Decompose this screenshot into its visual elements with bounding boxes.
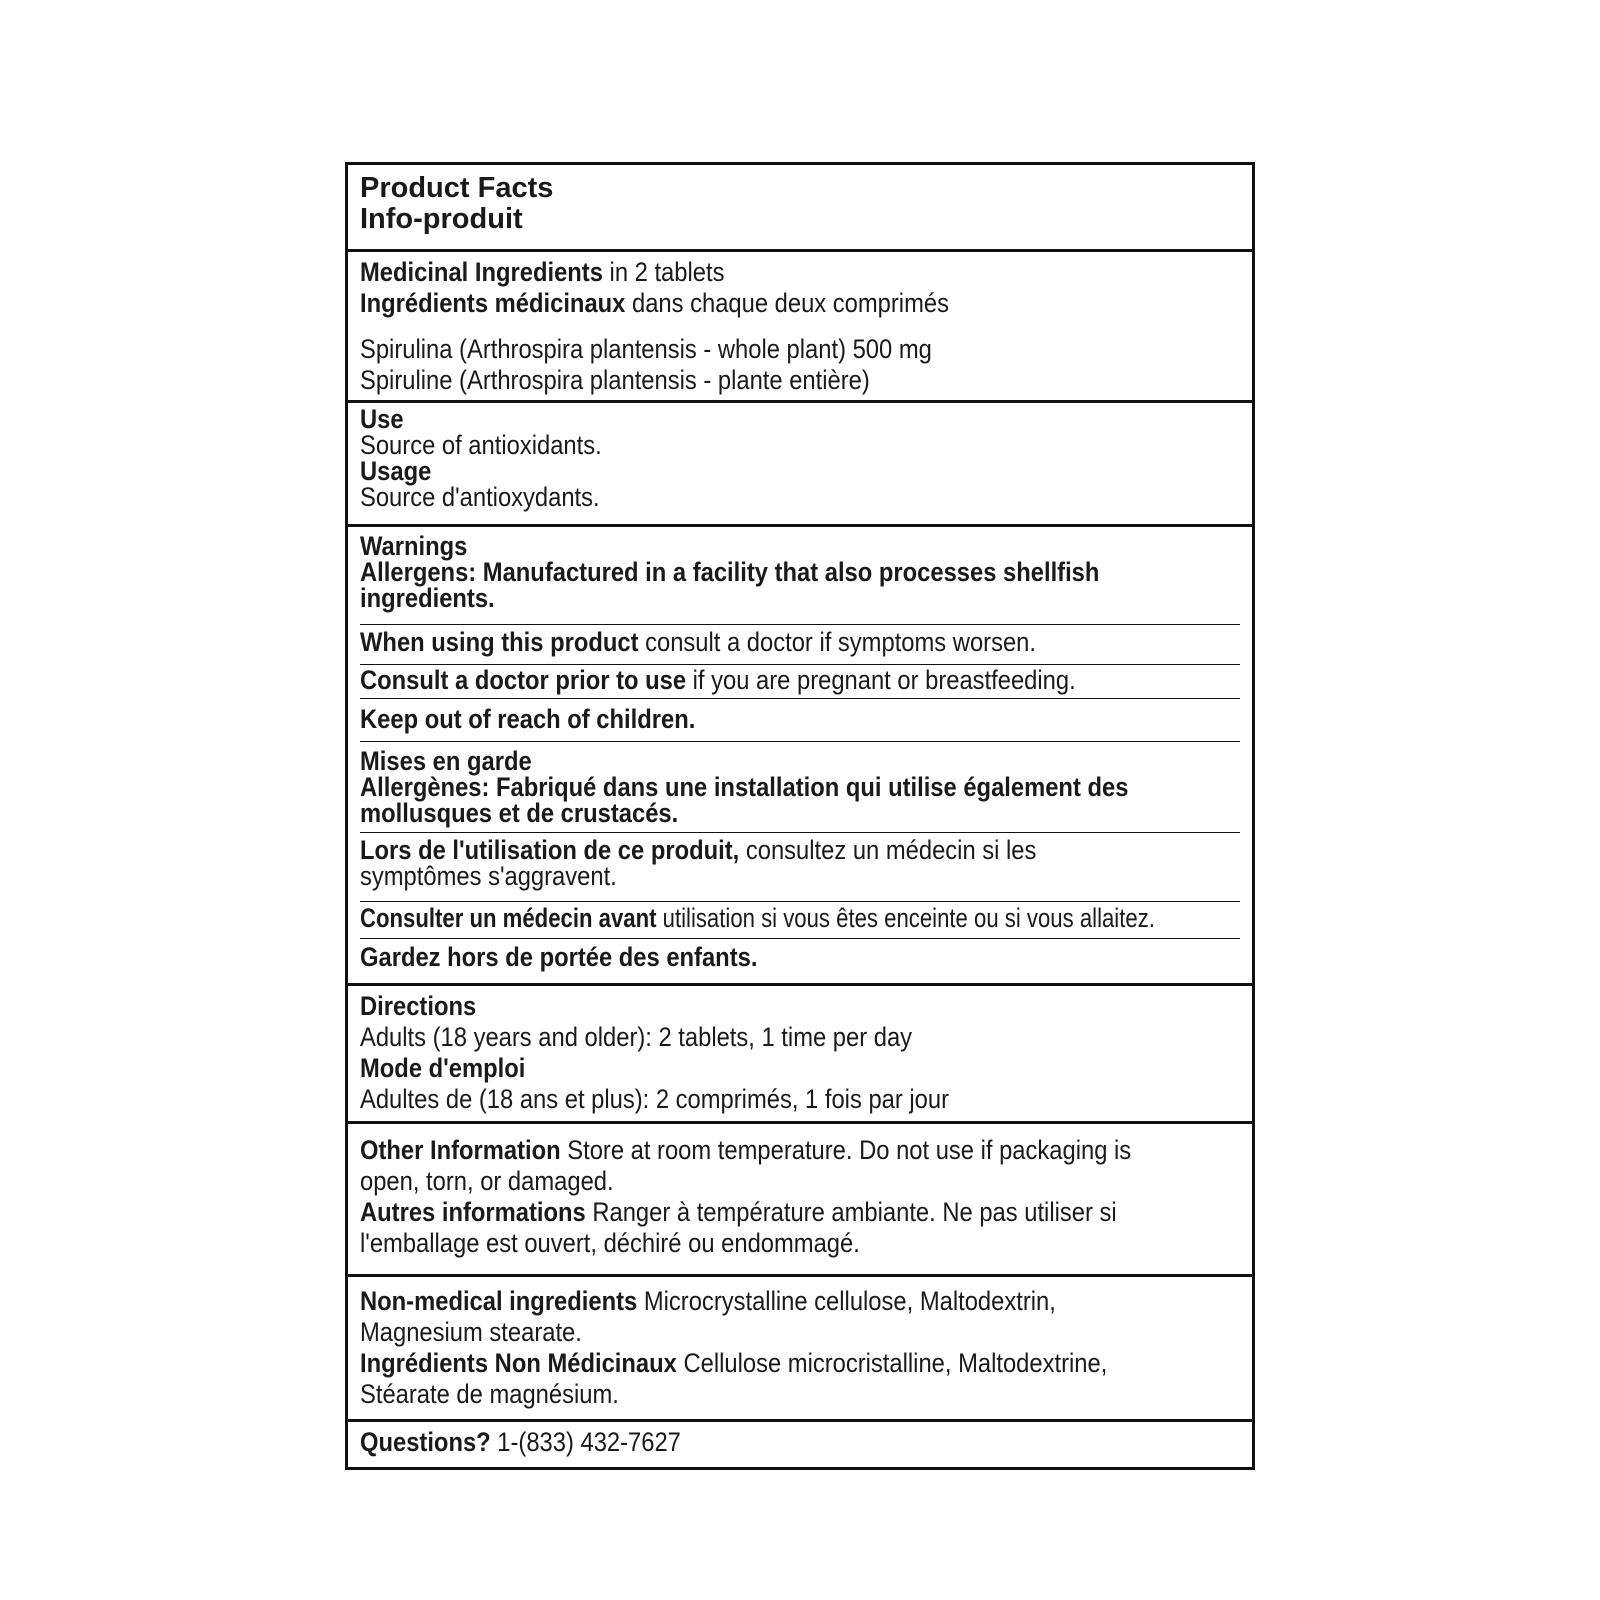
use-head-fr: Usage — [360, 456, 432, 486]
medicinal-text-en: in 2 tablets — [602, 257, 725, 287]
header-section — [348, 173, 1252, 235]
directions-head-fr: Mode d'emploi — [360, 1053, 526, 1083]
ingredient-en: Spirulina (Arthrospira plantensis - whole plant) 500 mg — [360, 334, 932, 364]
nonmed-head-en: Non-medical ingredients — [360, 1286, 638, 1316]
product-facts-panel — [345, 162, 1255, 1470]
allergen-fr-1: Allergènes: Fabriqué dans une installation qui utilise également des — [360, 772, 1129, 802]
other-text-fr-2: l'emballage est ouvert, déchiré ou endommagé. — [360, 1228, 860, 1258]
divider — [348, 983, 1252, 986]
title-fr: Info-produit — [360, 203, 523, 235]
ingredient-fr: Spiruline (Arthrospira plantensis - plante entière) — [360, 365, 870, 395]
nonmed-head-fr: Ingrédients Non Médicinaux — [360, 1348, 677, 1378]
other-head-fr: Autres informations — [360, 1197, 586, 1227]
divider — [348, 249, 1252, 252]
nonmed-text-en-2: Magnesium stearate. — [360, 1317, 582, 1347]
allergen-fr-2: mollusques et de crustacés. — [360, 798, 679, 828]
allergen-en-2: ingredients. — [360, 583, 495, 613]
consult-text-en: if you are pregnant or breastfeeding. — [686, 665, 1076, 695]
thin-divider — [360, 698, 1240, 699]
keep-en: Keep out of reach of children. — [360, 704, 696, 734]
thin-divider — [360, 901, 1240, 902]
divider — [348, 400, 1252, 403]
using-row-en — [348, 627, 1252, 658]
other-head-en: Other Information — [360, 1135, 561, 1165]
divider — [348, 1121, 1252, 1124]
thin-divider — [360, 938, 1240, 939]
warnings-section — [348, 533, 1252, 611]
use-head-en: Use — [360, 404, 404, 434]
thin-divider — [360, 741, 1240, 742]
nonmed-section — [348, 1286, 1252, 1410]
medicinal-section — [348, 257, 1252, 396]
title-en: Product Facts — [360, 172, 554, 204]
divider — [348, 1274, 1252, 1277]
other-text-en-1: Store at room temperature. Do not use if packaging is — [560, 1135, 1132, 1165]
use-section — [348, 406, 1252, 510]
allergen-en-1: Allergens: Manufactured in a facility that also processes shellfish — [360, 557, 1100, 587]
consult-head-en: Consult a doctor prior to use — [360, 665, 687, 695]
consult-text-fr: utilisation si vous êtes enceinte ou si vous allaitez. — [656, 903, 1155, 933]
thin-divider — [360, 832, 1240, 833]
medicinal-head-en: Medicinal Ingredients — [360, 257, 603, 287]
divider — [348, 1419, 1252, 1422]
use-text-en: Source of antioxidants. — [360, 430, 602, 460]
other-info-section — [348, 1135, 1252, 1259]
other-text-fr-1: Ranger à température ambiante. Ne pas utiliser si — [585, 1197, 1117, 1227]
nonmed-text-fr-1: Cellulose microcristalline, Maltodextrine, — [676, 1348, 1108, 1378]
using-text-fr: consultez un médecin si les — [739, 835, 1037, 865]
keep-row-fr — [348, 942, 1252, 973]
questions-section — [348, 1427, 1252, 1458]
using-text-fr-2: symptômes s'aggravent. — [360, 861, 617, 891]
using-text-en: consult a doctor if symptoms worsen. — [638, 627, 1036, 657]
warnings-fr-section — [348, 748, 1252, 826]
keep-fr: Gardez hors de portée des enfants. — [360, 942, 758, 972]
nonmed-text-en-1: Microcrystalline cellulose, Maltodextrin, — [637, 1286, 1056, 1316]
directions-head-en: Directions — [360, 991, 477, 1021]
using-row-fr — [348, 837, 1252, 889]
keep-row-en — [348, 704, 1252, 735]
consult-head-fr: Consulter un médecin avant — [360, 903, 657, 933]
directions-section — [348, 991, 1252, 1115]
warnings-head-en: Warnings — [360, 531, 468, 561]
questions-phone: 1-(833) 432-7627 — [490, 1427, 681, 1457]
medicinal-text-fr: dans chaque deux comprimés — [625, 288, 949, 318]
medicinal-head-fr: Ingrédients médicinaux — [360, 288, 626, 318]
warnings-head-fr: Mises en garde — [360, 746, 532, 776]
using-head-en: When using this product — [360, 627, 639, 657]
divider — [348, 524, 1252, 527]
using-head-fr: Lors de l'utilisation de ce produit, — [360, 835, 740, 865]
nonmed-text-fr-2: Stéarate de magnésium. — [360, 1379, 619, 1409]
thin-divider — [360, 624, 1240, 625]
questions-head: Questions? — [360, 1427, 491, 1457]
directions-text-en: Adults (18 years and older): 2 tablets, 1 time per day — [360, 1022, 913, 1052]
consult-row-fr — [348, 903, 1252, 934]
use-text-fr: Source d'antioxydants. — [360, 482, 600, 512]
directions-text-fr: Adultes de (18 ans et plus): 2 comprimés, 1 fois par jour — [360, 1084, 950, 1114]
consult-row-en — [348, 665, 1252, 696]
other-text-en-2: open, torn, or damaged. — [360, 1166, 614, 1196]
